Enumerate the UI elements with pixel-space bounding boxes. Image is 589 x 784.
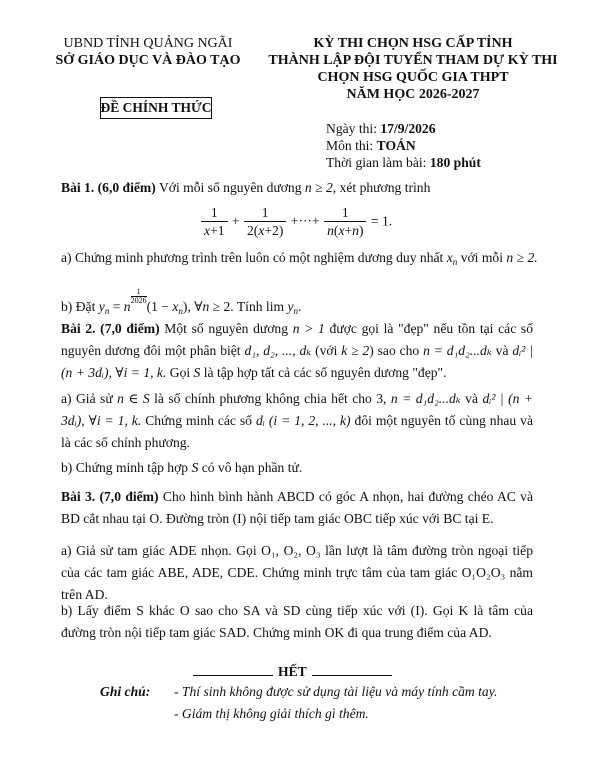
problem1-statement: Bài 1. (6,0 điểm) Với mỗi số nguyên dương n ≥ 2, xét phương trình <box>61 180 431 195</box>
problem2-part-b: b) Chứng minh tập hợp S có vô hạn phần tử. <box>61 460 303 475</box>
exam-title-line2: THÀNH LẬP ĐỘI TUYỂN THAM DỰ KỲ THI <box>268 53 558 68</box>
exam-subject <box>326 138 416 154</box>
end-rule-left <box>193 675 273 676</box>
exam-duration <box>326 155 481 171</box>
note-1: - Thí sinh không được sử dụng tài liệu và máy tính cầm tay. <box>174 684 498 699</box>
exam-title-line1: KỲ THI CHỌN HSG CẤP TỈNH <box>313 36 513 51</box>
school-year: NĂM HỌC 2026-2027 <box>346 87 480 102</box>
date-value: 17/9/2026 <box>380 121 436 136</box>
end-rule-right <box>312 675 392 676</box>
problem1-part-b: b) Đặt $y_n = n$ $\frac{1}{2026}$ $(1 - x_n)$, ∀n ≥ 2. Tính $\lim y_n$. <box>61 287 302 316</box>
end-label: HẾT <box>278 664 307 679</box>
department-name: SỞ GIÁO DỤC VÀ ĐÀO TẠO <box>55 53 241 68</box>
time-label: Thời gian làm bài: <box>326 155 427 170</box>
note-label: Ghi chú: <box>100 684 151 699</box>
note-2: - Giám thị không giải thích gì thêm. <box>174 706 369 721</box>
problem2-statement: Bài 2. (7,0 điểm) Một số nguyên dương n > 1 được gọi là "đẹp" nếu tồn tại các số nguyên dương đôi một phân biệt d₁, d₂, ..., dₖ (với k ≥ 2) sao cho n = d₁d₂...dₖ và dᵢ² | (n + 3dᵢ), ∀i = 1, k. Gọi S là tập hợp tất cả các số nguyên dương "đẹp". <box>61 321 533 380</box>
time-value: 180 phút <box>429 155 481 170</box>
problem1-part-a: a) Chứng minh phương trình trên luôn có một nghiệm dương duy nhất $x_n$ với mỗi n ≥ 2. <box>61 250 538 267</box>
problem2-title: Bài 2. (7,0 điểm) <box>61 321 160 336</box>
date-label: Ngày thi: <box>326 121 377 136</box>
official-label: ĐỀ CHÍNH THỨC <box>100 100 212 115</box>
problem3-part-a: a) Giả sử tam giác ADE nhọn. Gọi O₁, O₂, O₃ lần lượt là tâm đường tròn ngoại tiếp của các tam giác ABE, ADE, CDE. Chứng minh trực tâm của tam giác O₁O₂O₃ nằm trên AD. <box>61 543 534 602</box>
problem1-title: Bài 1. (6,0 điểm) <box>61 180 156 195</box>
exam-title-line3: CHỌN HSG QUỐC GIA THPT <box>317 70 509 85</box>
problem3-part-b: b) Lấy điểm S khác O sao cho SA và SD cùng tiếp xúc với (I). Gọi K là tâm của đường tròn nội tiếp tam giác SAD. Chứng minh OK đi qua trung điểm của AD. <box>61 603 533 640</box>
problem3-title: Bài 3. (7,0 điểm) <box>61 489 159 504</box>
problem2-part-a: a) Giả sử n ∈ S là số chính phương không chia hết cho 3, n = d₁d₂...dₖ và dᵢ² | (n + 3dᵢ), ∀i = 1, k. Chứng minh các số dᵢ (i = 1, 2, ..., k) đôi một nguyên tố cùng nhau và là các số chính phương. <box>61 391 533 450</box>
subject-label: Môn thi: <box>326 138 374 153</box>
problem1-equation: $\frac{1}{x+1}$ + $\frac{1}{2(x+2)}$ +···+ $\frac{1}{n(x+n)}$ = 1. <box>200 205 392 240</box>
exam-date <box>326 121 436 137</box>
problem3-statement: Bài 3. (7,0 điểm) Cho hình bình hành ABCD có góc A nhọn, hai đường chéo AC và BD cắt nhau tại O. Đường tròn (I) nội tiếp tam giác OBC tiếp xúc với BC tại E. <box>61 489 534 526</box>
agency-name: UBND TỈNH QUẢNG NGÃI <box>63 36 233 51</box>
subject-value: TOÁN <box>376 138 416 153</box>
